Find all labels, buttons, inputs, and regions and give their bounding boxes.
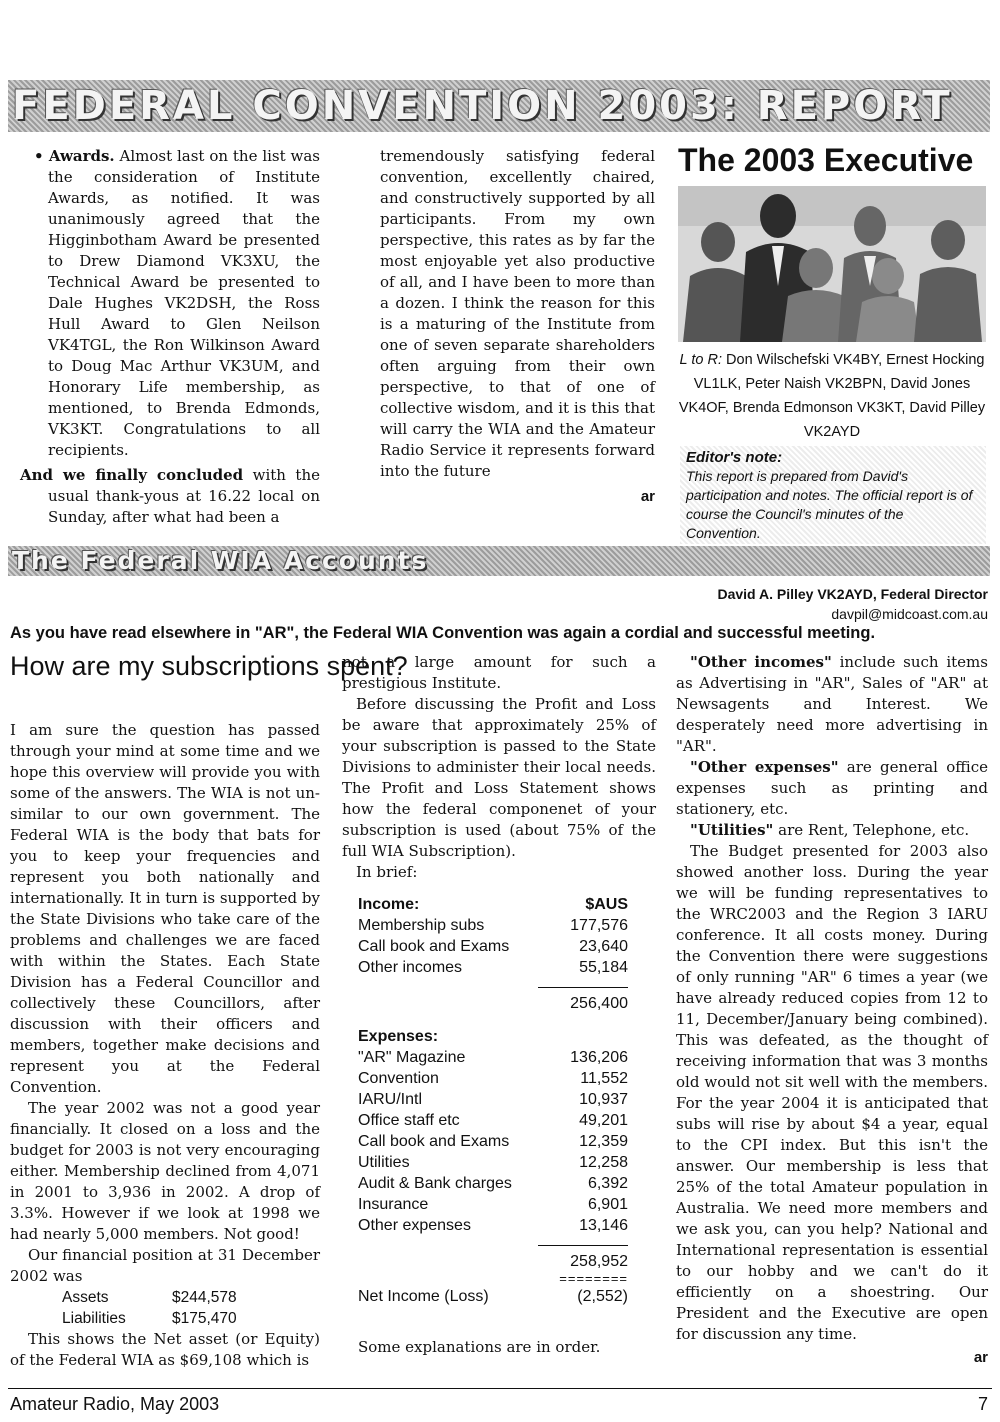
net-income-row [358, 1286, 628, 1307]
accounts-column-2 [342, 652, 656, 883]
report-column-1 [20, 146, 320, 528]
table-row [358, 1152, 628, 1173]
editor-note [680, 446, 986, 544]
author-email[interactable]: davpil@midcoast.com.au [831, 606, 988, 622]
table-row [358, 936, 628, 957]
income-label: Income: [358, 896, 420, 913]
group-photo-image [678, 186, 986, 342]
income-total: 256,400 [570, 995, 628, 1012]
subscriptions-heading-text: How are my subscriptions spent? [10, 651, 408, 681]
awards-lead: • Awards. [34, 147, 115, 165]
footer-rule [8, 1388, 992, 1389]
awards-paragraph [20, 146, 320, 461]
end-mark: ar [973, 1349, 988, 1366]
paragraph: Before discussing the Profit and Loss be aware that approximately 25% of your subscription is passed to the State Divisions to administer their local needs. The Profit and Loss Statement shows how the federal componenet of your subscription is used (about 75% of the full WIA Subscription). [342, 695, 656, 860]
photo-caption [678, 348, 986, 444]
author-name: David A. Pilley VK2AYD, Federal Director [717, 586, 988, 602]
final-paragraph [20, 465, 320, 528]
paragraph: The Budget presented for 2003 also showed another loss. During the year we will be funding representatives to the WRC2003 and the Region 3 IARU conference. It all costs money. During the Convention there were suggestions of only running "AR" 6 times a year (we have already reduced copies from 12 to 11, December/January being combined). This was defeated, as the thought of receiving information that was 3 months old would not sit well with the members. For the year 2004 it is anticipated that subs will rise by about $4 a year, equal to the CPI index. But this isn't the answer. Our membership is less that 25% of the total Amateur population in Australia. We need more members and we ask you, can you help? National and International representation is essential to our hobby and we can't do it efficiently on a shoestring. Our President and the Executive are open for discussion any time. [676, 842, 988, 1343]
table-row [358, 1215, 628, 1236]
term-lead: "Other incomes" [690, 653, 832, 671]
executive-photo [678, 186, 986, 342]
executive-title: The 2003 Executive [678, 142, 974, 178]
double-rule: ======== [559, 1271, 628, 1286]
paragraph [676, 652, 988, 757]
paragraph: I am sure the question has passed through your mind at some time and we hope this overview will provide you with some of the answers. The WIA is not un-similar to our own government. The Federal WIA is the body that bats for you to keep your frequencies and represent you both nationally and internationally. It in turn is supported by the State Divisions who take care of the problems and challenges we are faced with within the States. Each State Division has a Federal Councillor and collectively these Councillors, after discussion with their officers and members, together make decisions and represent you at the Federal Convention. [10, 721, 320, 1096]
row-value: 136,206 [570, 1049, 628, 1066]
report-column-2 [380, 146, 655, 507]
net-label: Net Income (Loss) [358, 1288, 489, 1305]
table-row [358, 1068, 628, 1089]
paragraph: Our financial position at 31 December 2002 was [10, 1246, 320, 1285]
editor-note-text: This report is prepared from David's participation and notes. The official report is of course the Council's minutes of the Convention. [686, 468, 973, 541]
table-row [358, 957, 628, 978]
income-header [358, 894, 628, 915]
row-label: Convention [358, 1070, 439, 1087]
table-row [358, 1194, 628, 1215]
final-lead: And we finally concluded [20, 466, 244, 484]
row-value: 13,146 [579, 1217, 628, 1234]
end-mark: ar [640, 488, 655, 505]
row-label: IARU/Intl [358, 1091, 423, 1108]
currency-label: $AUS [585, 896, 628, 913]
row-label: Office staff etc [358, 1112, 460, 1129]
paragraph [676, 757, 988, 820]
term-text: are Rent, Telephone, etc. [773, 821, 970, 839]
paragraph: The year 2002 was not a good year financially. It closed on a loss and the budget for 2003 is not very encouraging either. Membership declined from 4,071 in 2001 to 3,936 in 2002. A drop of 3.3%. However if we look at 1998 we had nearly 5,000 members. Not good! [10, 1099, 320, 1243]
assets-value: $244,578 [172, 1289, 237, 1306]
net-value: (2,552) [577, 1288, 628, 1305]
report-continuation: tremendously satisfying federal convention, excellently chaired, and constructively supported by all participants. From my own perspective, this rates as by far the most enjoyable yet also productive of all, and I have been to more than a dozen. I think the reason for this is a maturing of the Institute from one of seven separate shareholders often arguing from their own perspective, to that of one of collective wisdom, and it is this that will carry the WIA and the Amateur Radio Service it represents forward into the future [380, 147, 655, 480]
row-value: 177,576 [570, 917, 628, 934]
paragraph: This shows the Net asset (or Equity) of the Federal WIA as $69,108 which is [10, 1330, 320, 1369]
table-row [358, 1089, 628, 1110]
table-row [358, 1173, 628, 1194]
row-label: Call book and Exams [358, 1133, 510, 1150]
footer-publication: Amateur Radio, May 2003 [10, 1394, 220, 1414]
row-label: "AR" Magazine [358, 1049, 466, 1066]
liabilities-row [10, 1308, 320, 1329]
row-label: Utilities [358, 1154, 410, 1171]
intro-line: As you have read elsewhere in "AR", the Federal WIA Convention was again a cordial and successful meeting. [10, 624, 876, 642]
paragraph: not a large amount for such a prestigious Institute. [342, 653, 656, 692]
row-label: Other expenses [358, 1217, 471, 1234]
expenses-label: Expenses: [358, 1028, 439, 1045]
banner-title: FEDERAL CONVENTION 2003: REPORT [12, 83, 953, 129]
expenses-header [358, 1026, 628, 1047]
row-label: Other incomes [358, 959, 463, 976]
term-lead: "Utilities" [690, 821, 774, 839]
row-value: 49,201 [579, 1112, 628, 1129]
table-row [358, 915, 628, 936]
row-value: 10,937 [579, 1091, 628, 1108]
income-total-row [358, 993, 628, 1014]
awards-text: Almost last on the list was the consideration of Institute Awards, as notified. It was unanimously agreed that the Higginbotham Award be presented to Drew Diamond VK3XU, the Technical Award be presented to Dale Hughes VK2DSH, the Ross Hull Award to Glen Neilson VK4TGL, the Ron Wilkinson Award to Doug Mac Arthur VK3UM, and Honorary Life membership, as mentioned, to Brenda Edmonds, VK3KT. Congratulations to all recipients. [48, 147, 320, 459]
liabilities-label: Liabilities [62, 1310, 126, 1327]
assets-label: Assets [62, 1289, 109, 1306]
row-label: Audit & Bank charges [358, 1175, 512, 1192]
accounts-banner [8, 546, 990, 576]
row-value: 6,392 [587, 1175, 628, 1192]
expenses-total: 258,952 [570, 1253, 628, 1270]
expenses-total-row [358, 1251, 628, 1272]
editor-note-heading: Editor's note: [686, 449, 783, 466]
row-label: Call book and Exams [358, 938, 510, 955]
assets-row [10, 1287, 320, 1308]
term-lead: "Other expenses" [690, 758, 839, 776]
caption-lead: L to R: [679, 352, 722, 368]
page-number: 7 [977, 1394, 988, 1414]
row-value: 55,184 [579, 959, 628, 976]
row-value: 12,359 [579, 1133, 628, 1150]
table-row [358, 1110, 628, 1131]
row-value: 6,901 [587, 1196, 628, 1213]
profit-loss-table [358, 894, 628, 1307]
row-label: Membership subs [358, 917, 485, 934]
paragraph [676, 820, 988, 841]
byline [717, 584, 988, 624]
liabilities-value: $175,470 [172, 1310, 237, 1327]
accounts-column-3 [676, 652, 988, 1368]
in-brief: In brief: [356, 863, 418, 881]
caption-text: Don Wilschefski VK4BY, Ernest Hocking VL1LK, Peter Naish VK2BPN, David Jones VK4OF, Brenda Edmonson VK3KT, David Pilley VK2AYD [678, 352, 986, 440]
accounts-banner-title: The Federal WIA Accounts [12, 546, 429, 575]
section-banner [8, 80, 990, 132]
term-text: include such items as Advertising in "AR", Sales of "AR" at Newsagents and Interest. We desperately need more advertising in "AR". [676, 653, 988, 755]
row-label: Insurance [358, 1196, 429, 1213]
row-value: 23,640 [579, 938, 628, 955]
accounts-column-1 [10, 720, 320, 1371]
final-text: with the usual thank-yous at 16.22 local on Sunday, after what had been a [48, 466, 320, 526]
table-row [358, 1047, 628, 1068]
explanations-line: Some explanations are in order. [358, 1338, 601, 1356]
row-value: 12,258 [579, 1154, 628, 1171]
table-row [358, 1131, 628, 1152]
term-text: are general office expenses such as printing and stationery, etc. [676, 758, 988, 818]
row-value: 11,552 [580, 1070, 628, 1087]
